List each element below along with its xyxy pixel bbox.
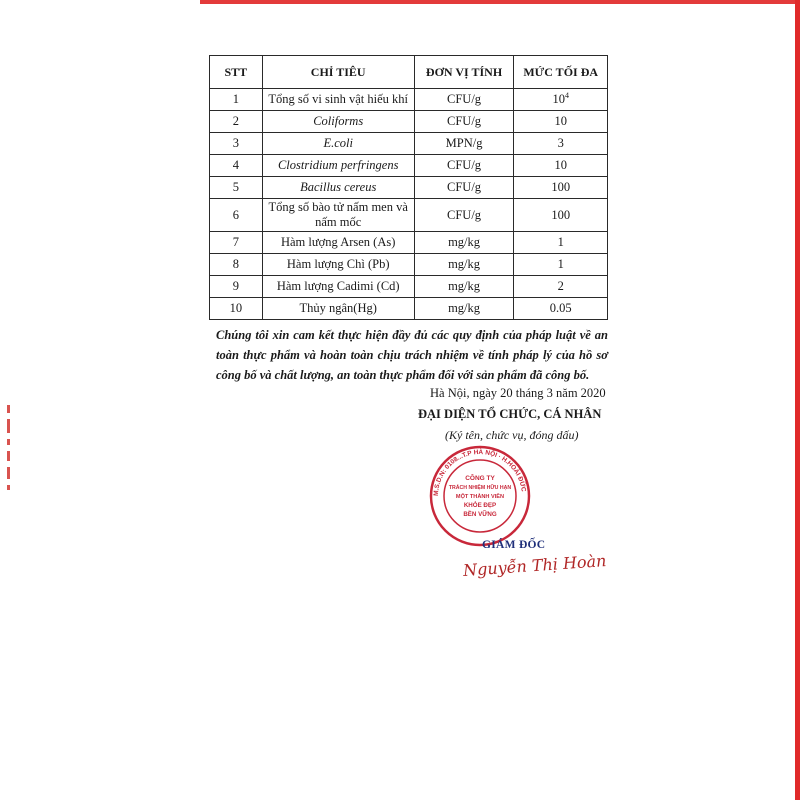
row-stt: 1	[210, 89, 263, 111]
row-max: 0.05	[514, 298, 608, 320]
row-stt: 10	[210, 298, 263, 320]
right-edge-border	[795, 0, 800, 800]
seal-line-1: CÔNG TY	[465, 475, 495, 482]
row-unit: CFU/g	[414, 199, 514, 232]
row-max: 1	[514, 232, 608, 254]
row-unit: mg/kg	[414, 232, 514, 254]
header-unit: ĐƠN VỊ TÍNH	[414, 56, 514, 89]
signature-note: (Ký tên, chức vụ, đóng dấu)	[445, 428, 579, 442]
row-criteria: Hàm lượng Cadimi (Cd)	[262, 276, 414, 298]
table-row	[210, 276, 608, 298]
row-max: 3	[514, 133, 608, 155]
seal-line-3: MỘT THÀNH VIÊN	[455, 494, 505, 500]
row-stt: 8	[210, 254, 263, 276]
header-max-level: MỨC TỐI ĐA	[514, 56, 608, 89]
table-row	[210, 111, 608, 133]
row-max	[514, 89, 608, 111]
row-max: 100	[514, 177, 608, 199]
max-base: 10	[552, 92, 565, 107]
seal-ring-text: M.S.D.N: 0108...T.P HÀ NỘI · H.HOÀI ĐỨC	[432, 448, 527, 497]
company-seal	[428, 444, 532, 548]
row-unit: mg/kg	[414, 276, 514, 298]
table-row	[210, 298, 608, 320]
director-title: GIÁM ĐỐC	[482, 539, 546, 551]
row-criteria: Tổng số bào tử nấm men và nấm mốc	[262, 199, 414, 232]
row-stt: 7	[210, 232, 263, 254]
row-unit: CFU/g	[414, 177, 514, 199]
header-stt: STT	[210, 56, 263, 89]
table-row	[210, 177, 608, 199]
margin-marks	[2, 405, 14, 515]
row-stt: 3	[210, 133, 263, 155]
microbiology-limits-table	[209, 55, 608, 320]
row-max: 2	[514, 276, 608, 298]
row-stt: 2	[210, 111, 263, 133]
table-row	[210, 133, 608, 155]
row-unit: CFU/g	[414, 111, 514, 133]
row-criteria: Coliforms	[262, 111, 414, 133]
row-criteria: E.coli	[262, 133, 414, 155]
signatory-name: Nguyễn Thị Hoàn	[462, 551, 607, 580]
signing-date: Hà Nội, ngày 20 tháng 3 năm 2020	[430, 386, 606, 400]
max-exponent: 4	[564, 91, 569, 101]
seal-line-4: KHỎE ĐẸP	[463, 502, 497, 509]
row-stt: 6	[210, 199, 263, 232]
row-criteria: Hàm lượng Chì (Pb)	[262, 254, 414, 276]
seal-line-2: TRÁCH NHIỆM HỮU HẠN	[448, 485, 512, 491]
table-row	[210, 254, 608, 276]
row-criteria: Tổng số vi sinh vật hiếu khí	[262, 89, 414, 111]
table-row	[210, 199, 608, 232]
row-unit: CFU/g	[414, 155, 514, 177]
commitment-paragraph: Chúng tôi xin cam kết thực hiện đầy đủ các quy định của pháp luật về an toàn thực phẩm và hoàn toàn chịu trách nhiệm về tính pháp lý của hồ sơ công bố và chất lượng, an toàn thực phẩm đối với sản phẩm đã công bố.	[216, 328, 608, 382]
top-edge-line	[200, 0, 800, 4]
seal-line-5: BỀN VỮNG	[463, 511, 497, 518]
table-row	[210, 232, 608, 254]
row-max: 1	[514, 254, 608, 276]
table-row	[210, 155, 608, 177]
table-header-row	[210, 56, 608, 89]
row-unit: mg/kg	[414, 298, 514, 320]
row-stt: 9	[210, 276, 263, 298]
row-criteria: Clostridium perfringens	[262, 155, 414, 177]
representative-heading: ĐẠI DIỆN TỔ CHỨC, CÁ NHÂN	[418, 407, 602, 421]
row-criteria: Thủy ngân(Hg)	[262, 298, 414, 320]
header-criteria: CHỈ TIÊU	[262, 56, 414, 89]
row-criteria: Bacillus cereus	[262, 177, 414, 199]
table-row	[210, 89, 608, 111]
row-unit: mg/kg	[414, 254, 514, 276]
row-criteria: Hàm lượng Arsen (As)	[262, 232, 414, 254]
row-max: 100	[514, 199, 608, 232]
row-max: 10	[514, 155, 608, 177]
row-max: 10	[514, 111, 608, 133]
row-unit: MPN/g	[414, 133, 514, 155]
row-unit: CFU/g	[414, 89, 514, 111]
row-stt: 4	[210, 155, 263, 177]
row-stt: 5	[210, 177, 263, 199]
